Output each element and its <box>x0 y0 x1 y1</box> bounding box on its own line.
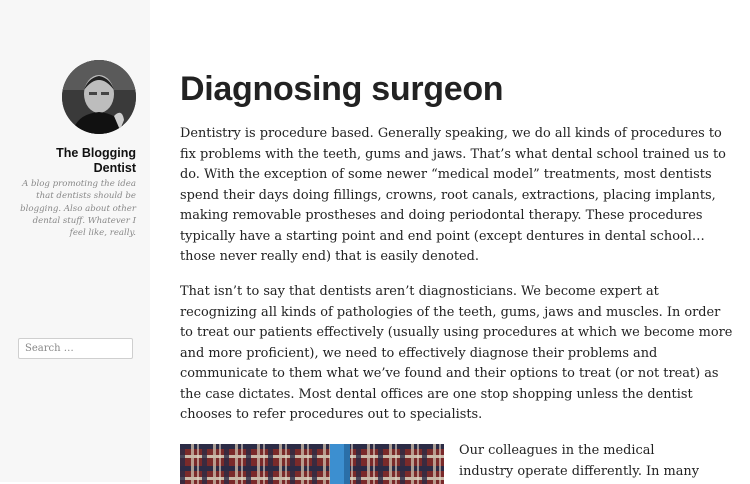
paragraph-line: chooses to refer procedures out to specialists. <box>180 407 483 422</box>
site-description <box>14 178 136 239</box>
site-description-line: A blog promoting the idea <box>22 179 136 189</box>
paragraph-line: and more proficient), we need to effectively diagnose their problems and <box>180 345 658 361</box>
author-photo <box>62 60 136 134</box>
paragraph-line: Dentistry is procedure based. Generally speaking, we do all kinds of procedures to <box>180 126 722 141</box>
paragraph-line: those never really end) that is easily denoted. <box>180 249 480 264</box>
paragraph-line: do. With the exception of some newer “medical model” treatments, most dentists <box>180 167 712 182</box>
paragraph-line: recognizing all kinds of pathologies of the teeth, gums, jaws and muscles. In order <box>180 304 721 320</box>
post-paragraph-1 <box>180 124 726 268</box>
sidebar <box>0 0 150 482</box>
paragraph-line: spend their days doing fillings, crowns, root canals, extractions, placing implants, <box>180 187 716 203</box>
site-description-line: feel like, really. <box>69 228 136 239</box>
paragraph-line: Our colleagues in the medical <box>459 443 655 458</box>
site-description-line: dental stuff. Whatever I <box>32 215 136 226</box>
paragraph-line: the case dictates. Most dental offices are one stop shopping unless the dentist <box>180 386 693 402</box>
paragraph-line: industry operate differently. In many <box>459 463 700 479</box>
post-title: Diagnosing surgeon <box>180 70 504 108</box>
site-description-line: blogging. Also about other <box>20 203 136 214</box>
search-input[interactable] <box>18 338 133 359</box>
site-description-line: that dentists should be <box>36 191 136 202</box>
site-title-line1: The Blogging <box>56 146 136 160</box>
paragraph-line: That isn’t to say that dentists aren’t diagnosticians. We become expert at <box>180 284 659 299</box>
site-title[interactable] <box>14 146 136 176</box>
paragraph-line: communicate to them what we’ve found and their options to treat (or not treat) as <box>180 366 719 381</box>
post-paragraph-3 <box>459 441 719 482</box>
author-avatar[interactable] <box>62 60 136 134</box>
paragraph-line: to treat our patients effectively (usually using procedures at which we become more <box>180 325 733 340</box>
plaid-shirt-photo <box>180 444 444 484</box>
paragraph-line: fix problems with the teeth, gums and jaws. That’s what dental school trained us to <box>180 146 726 162</box>
paragraph-line: typically have a starting point and end point (except dentures in dental school… <box>180 228 705 244</box>
site-title-line2: Dentist <box>93 161 136 175</box>
post-image[interactable] <box>180 444 444 484</box>
paragraph-line: making removable prostheses and doing periodontal therapy. These procedures <box>180 208 703 223</box>
post-paragraph-2 <box>180 282 733 426</box>
